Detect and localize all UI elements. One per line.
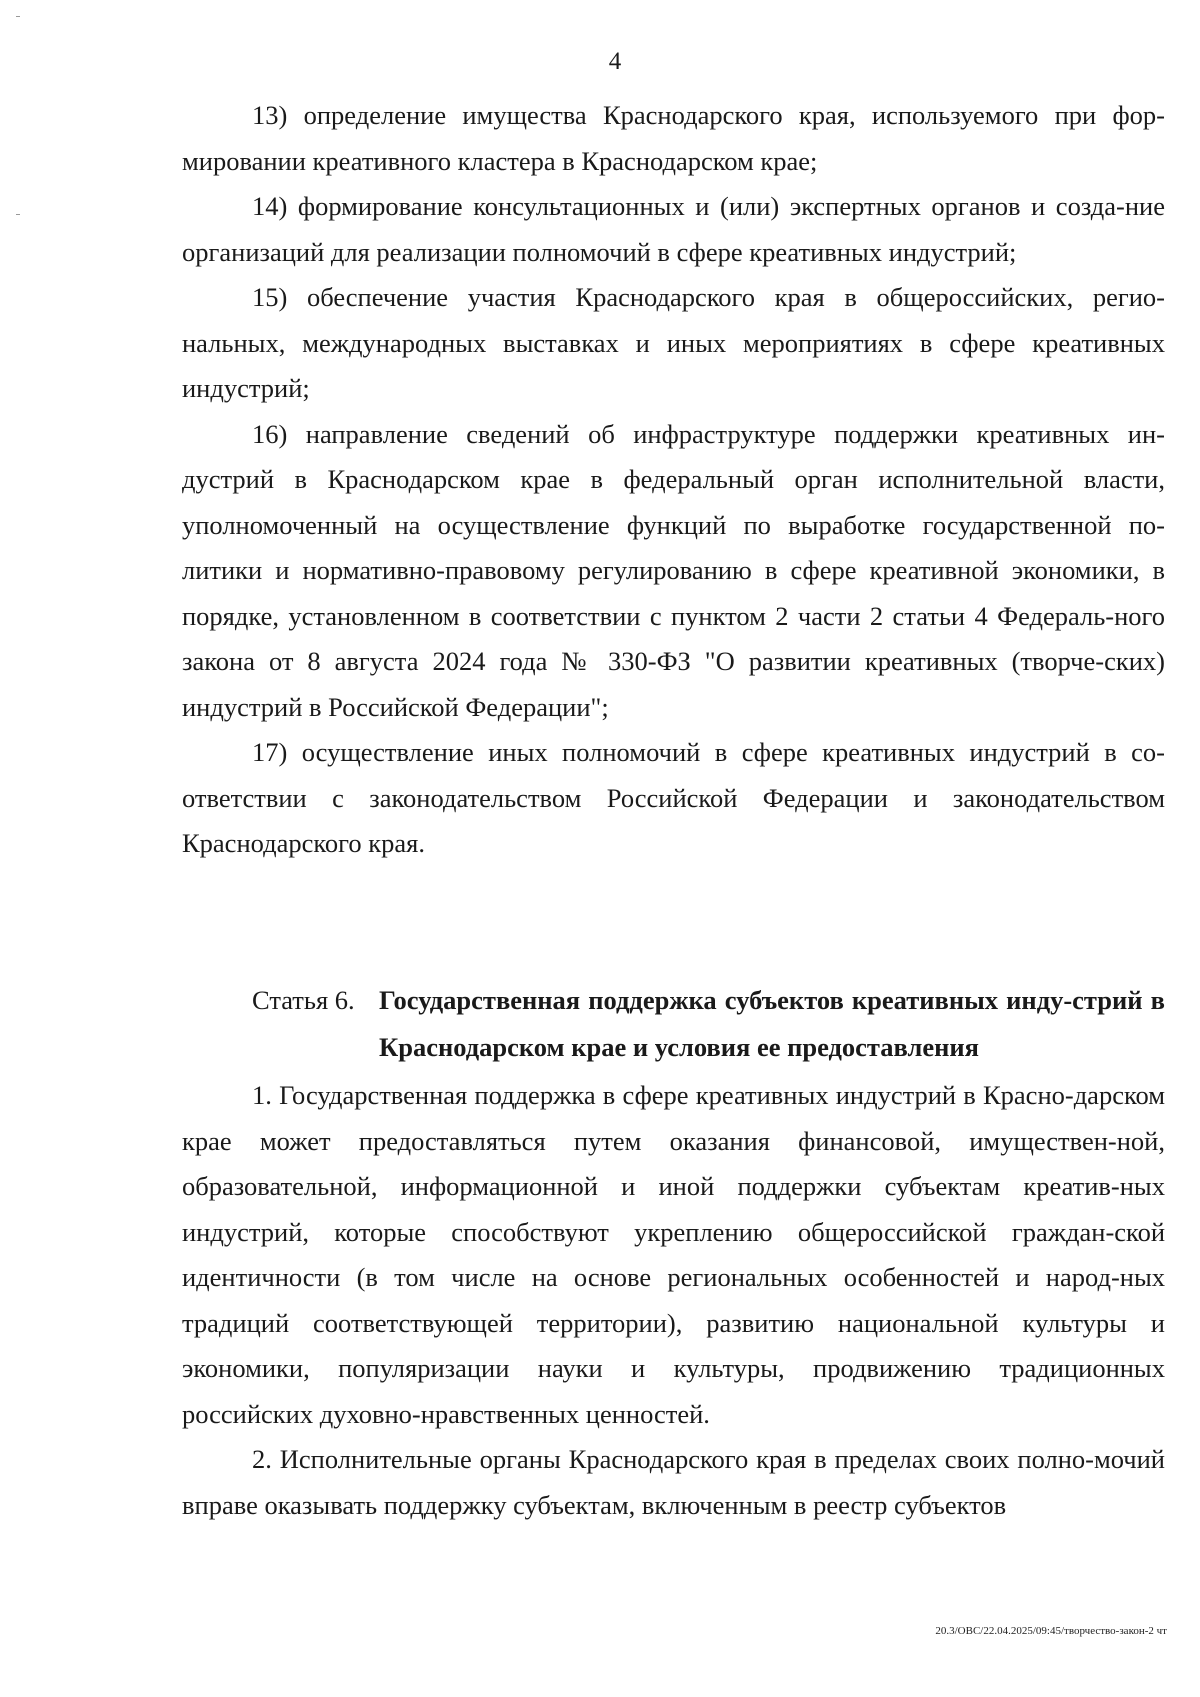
article-paragraph-2: 2. Исполнительные органы Краснодарского края в пределах своих полно-мочий вправе оказывать поддержку субъектам, включенным в реестр субъектов	[182, 1444, 1165, 1520]
scan-artifact	[16, 214, 20, 215]
list-item-15: 15) обеспечение участия Краснодарского края в общероссийских, регио-нальных, международных выставках и иных мероприятиях в сфере креативных индустрий;	[182, 282, 1165, 403]
page-number: 4	[608, 48, 622, 75]
document-code: 20.3/ОВС/22.04.2025/09:45/творчество-закон-2 чт	[935, 1625, 1167, 1637]
list-item-16: 16) направление сведений об инфраструктуре поддержки креативных ин-дустрий в Краснодарском крае в федеральный орган исполнительной власти, уполномоченный на осуществление функций по выработке государственной по-литики и нормативно-правовому регулированию в сфере креативной экономики, в порядке, установленном в соответствии с пунктом 2 части 2 статьи 4 Федераль-ного закона от 8 августа 2024 года № 330-ФЗ "О развитии креативных (творче-ских) индустрий в Российской Федерации";	[182, 418, 1165, 722]
list-item-14: 14) формирование консультационных и (или) экспертных органов и созда-ние организаций для реализации полномочий в сфере креативных индустрий;	[182, 191, 1165, 267]
article-title: Государственная поддержка субъектов креативных инду-стрий в Краснодарском крае и условия ее предоставления	[379, 985, 1165, 1062]
document-body	[182, 93, 1165, 867]
article-paragraph-1: 1. Государственная поддержка в сфере креативных индустрий в Красно-дарском крае может предоставляться путем оказания финансовой, имуществен-ной, образовательной, информационной и иной поддержки субъектам креатив-ных индустрий, которые способствуют укреплению общероссийской граждан-ской идентичности (в том числе на основе региональных особенностей и народ-ных традиций соответствующей территории), развитию национальной культуры и экономики, популяризации науки и культуры, продвижению традиционных российских духовно-нравственных ценностей.	[182, 1080, 1165, 1429]
scan-artifact	[16, 16, 20, 17]
article-heading	[252, 977, 1165, 1071]
article-body	[182, 1073, 1165, 1528]
list-item-17: 17) осуществление иных полномочий в сфере креативных индустрий в со-ответствии с законодательством Российской Федерации и законодательством Краснодарского края.	[182, 737, 1165, 858]
list-item-13: 13) определение имущества Краснодарского края, используемого при фор-мировании креативного кластера в Краснодарском крае;	[182, 100, 1165, 176]
article-label: Статья 6.	[252, 985, 355, 1015]
